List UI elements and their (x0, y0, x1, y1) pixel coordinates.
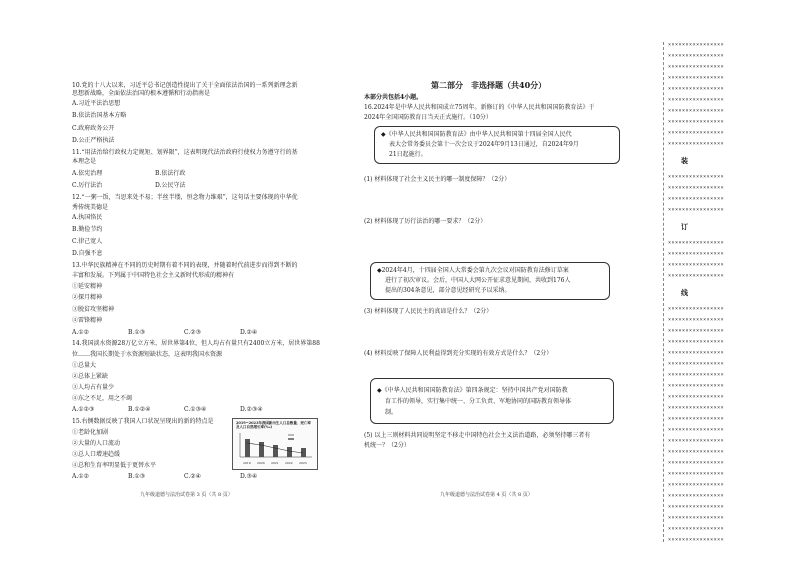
binding-cross-row: ×××××××××××××××× (668, 53, 725, 59)
q15-chart-year-2: 2020 (257, 461, 265, 465)
binding-cross-row: ×××××××××××××××× (668, 504, 725, 510)
q10-option-c: C.政府政务公开 (72, 125, 115, 132)
q14-option-d: D.②③④ (240, 406, 263, 413)
binding-cross-row: ×××××××××××××××× (668, 86, 725, 92)
q16-sub5-line1: (5) 以上三则材料共同说明坚定不移走中国特色社会主义法治道路，必须坚持哪三者有 (364, 432, 591, 439)
q16-sub5-line2: 机统一？（2分） (364, 442, 410, 449)
q15-option-a: A.①② (72, 473, 89, 480)
q11-stem-line1: 11.“用法治给行政权力定规矩、划界限”，这表明现代法治政府行使权力务遵守行的基 (72, 149, 298, 156)
binding-cross-row: ×××××××××××××××× (668, 42, 725, 48)
material-box-3 (370, 378, 614, 424)
q15-chart-year-1: 2019 (243, 461, 251, 465)
binding-cross-row: ×××××××××××××××× (668, 416, 725, 422)
box1-line3: 21日起施行。 (389, 151, 427, 158)
q10-option-a: A.习近平法治思想 (72, 100, 121, 107)
binding-cross-row: ×××××××××××××××× (668, 460, 725, 466)
binding-cross-row: ×××××××××××××××× (668, 328, 725, 334)
binding-cross-row: ×××××××××××××××× (668, 438, 725, 444)
binding-cross-row: ×××××××××××××××× (668, 515, 725, 521)
q16-sub3: (3) 材料体现了人民民主的真谛是什么？（2分） (364, 308, 493, 315)
binding-cross-row: ×××××××××××××××× (668, 240, 725, 246)
q12-option-a: A.执国恪民 (72, 214, 103, 221)
box1-line1: ◆《中华人民共和国国防教育法》由中华人民共和国第十四届全国人民代 (381, 131, 572, 138)
box2-line3: 提出的304条意见，部分意见经研究予以采纳。 (385, 287, 511, 294)
q13-item-4: ④雷锋精神 (72, 317, 103, 324)
q11-option-a: A.依宪治理 (72, 170, 103, 177)
box1-line2: 表大会常务委员会第十一次会议于2024年9月13日通过，自2024年9月 (389, 141, 579, 148)
binding-cross-row: ×××××××××××××××× (668, 64, 725, 70)
q13-option-c: C.②③ (184, 329, 202, 336)
q15-chart-year-5: 2023 (299, 461, 307, 465)
q13-option-a: A.①② (72, 329, 89, 336)
q15-chart-xaxis (238, 461, 316, 466)
binding-cross-row: ×××××××××××××××× (668, 339, 725, 345)
binding-cross-row: ×××××××××××××××× (668, 427, 725, 433)
q13-item-1: ①延安精神 (72, 283, 103, 290)
binding-cross-row: ×××××××××××××××× (668, 405, 725, 411)
q12-stem-line1: 12.“一粥一饭，当思来处不易；半丝半缕，恒念物力维艰”，这句话主要体现的中华优 (72, 194, 298, 201)
binding-cross-row: ×××××××××××××××× (668, 130, 725, 136)
q10-option-d: D.公正严格执法 (72, 137, 115, 144)
q13-item-2: ②探月精神 (72, 294, 103, 301)
q16-sub2: (2) 材料体现了厉行法治的哪一要求？（2分） (364, 218, 487, 225)
binding-cross-row: ×××××××××××××××× (668, 185, 725, 191)
q12-stem-line2: 秀传统美德是 (72, 204, 109, 211)
q12-option-c: C.律己宽人 (72, 238, 103, 245)
q14-option-c: C.①③④ (184, 406, 207, 413)
q13-option-b: B.①③ (128, 329, 146, 336)
box2-line2: 进行了初次审议。会后，中国人大网公开征求意见期间，共收到176人 (385, 277, 571, 284)
q14-option-a: A.①②③ (72, 406, 95, 413)
q15-option-b: B.①③ (128, 473, 146, 480)
material-box-1 (374, 126, 620, 164)
binding-char-zhuang: 装 (681, 156, 688, 165)
binding-dashed-line (663, 42, 664, 542)
q16-sub4: (4) 材料反映了保障人民利益得到充分实现的有效方式是什么？（2分） (364, 350, 553, 357)
binding-cross-row: ×××××××××××××××× (668, 108, 725, 114)
binding-cross-row: ×××××××××××××××× (668, 471, 725, 477)
q15-chart-year-4: 2022 (285, 461, 293, 465)
q15-option-c: C.②④ (184, 473, 202, 480)
q14-item-2: ②总体上紧缺 (72, 373, 109, 380)
binding-cross-row: ×××××××××××××××× (668, 372, 725, 378)
binding-char-ding: 订 (681, 222, 688, 231)
binding-cross-row: ×××××××××××××××× (668, 526, 725, 532)
q15-chart-plot (236, 431, 314, 461)
binding-cross-row: ×××××××××××××××× (668, 383, 725, 389)
binding-cross-row: ×××××××××××××××× (668, 119, 725, 125)
q10-option-b: B.依法治国基本方略 (72, 112, 127, 119)
binding-cross-row: ×××××××××××××××× (668, 273, 725, 279)
q11-option-b: B.依法行政 (155, 170, 186, 177)
q15-chart-figure (232, 418, 318, 470)
part2-title: 第二部分 非选择题（共40分） (431, 80, 547, 90)
q14-item-4: ④东之不足，用之不竭 (72, 395, 133, 402)
q13-option-d: D.②④ (240, 329, 258, 336)
binding-cross-row: ×××××××××××××××× (668, 97, 725, 103)
q15-item-4: ④总和生育率明显低于更替水平 (72, 462, 157, 469)
q15-chart-year-3: 2021 (271, 461, 279, 465)
right-page-footer: 九年级道德与法治试卷第 4 页（共 8 页） (440, 492, 533, 498)
q15-item-2: ②大量的人口流动 (72, 440, 121, 447)
binding-cross-row: ×××××××××××××××× (668, 251, 725, 257)
binding-cross-row: ×××××××××××××××× (668, 350, 725, 356)
q14-stem-line1: 14.我国淡水资源28万亿立方米，居世界第4位，但人均占有量只有2400立方米，居世界第88 (72, 340, 320, 347)
q14-item-1: ①总量大 (72, 362, 97, 369)
q12-option-b: B.勤俭节约 (72, 226, 103, 233)
binding-cross-row: ×××××××××××××××× (668, 449, 725, 455)
q13-item-3: ③脱贫攻坚精神 (72, 306, 115, 313)
box3-line1: ◆《中华人民共和国国防教育法》第四条规定：坚持中国共产党对国防教 (377, 387, 568, 394)
q16-stem-line1: 16.2024年是中华人民共和国成立75周年。新修订的《中华人民共和国国防教育法》于 (364, 104, 595, 111)
left-page (0, 0, 396, 561)
q11-option-d: D.公民守法 (155, 182, 186, 189)
q11-stem-line2: 本理念是 (72, 158, 97, 165)
q11-option-c: C.厉行法治 (72, 182, 103, 189)
q13-stem-line2: 丰富和发展。下列属于中国特色社会主义新时代形成的精神有 (72, 272, 235, 279)
binding-cross-row: ×××××××××××××××× (668, 174, 725, 180)
q14-item-3: ③人均占有量少 (72, 384, 115, 391)
binding-cross-row: ×××××××××××××××× (668, 196, 725, 202)
part2-subtitle: 本部分共包括4小题。 (364, 94, 423, 101)
q14-option-b: B.①②④ (128, 406, 151, 413)
binding-cross-row: ×××××××××××××××× (668, 493, 725, 499)
binding-cross-row: ×××××××××××××××× (668, 482, 725, 488)
binding-cross-row: ×××××××××××××××× (668, 361, 725, 367)
left-page-footer: 九年级道德与法治试卷第 3 页（共 8 页） (140, 492, 233, 498)
box3-line2: 育工作的领导，实行集中统一、分工负责、军地协同的国防教育领导体 (385, 398, 572, 405)
q15-option-d: D.③④ (240, 473, 258, 480)
binding-cross-row: ×××××××××××××××× (668, 141, 725, 147)
material-box-2 (370, 262, 610, 300)
q15-chart-title: 2019~2023年我国新出生人口总数量、死亡率及人口自然增长率(‰) (236, 421, 311, 429)
q15-stem: 15.右侧数据反映了我国人口状况呈现出的新的特点是 (72, 418, 214, 425)
q15-item-3: ③总人口增速趋缓 (72, 451, 121, 458)
q16-sub1: (1) 材料体现了社会主义民主的哪一制度保障？（2分） (364, 176, 511, 183)
binding-cross-row: ×××××××××××××××× (668, 537, 725, 543)
binding-cross-row: ×××××××××××××××× (668, 207, 725, 213)
binding-cross-row: ×××××××××××××××× (668, 75, 725, 81)
binding-cross-row: ×××××××××××××××× (668, 262, 725, 268)
q13-stem-line1: 13.中华民族精神在不同的历史时期有着不同的表现，并随着时代前进步而得到不断的 (72, 262, 298, 269)
binding-cross-row: ×××××××××××××××× (668, 306, 725, 312)
binding-cross-row: ×××××××××××××××× (668, 394, 725, 400)
q10-stem-line2: 思想新战略，全面依法治国的根本遵循和行动指南是 (72, 90, 211, 97)
q15-item-1: ①老龄化加剧 (72, 429, 109, 436)
q10-stem-line1: 10.党的十八大以来，习近平总书记创造性提出了关于全面依法治国的一系列新理念新 (72, 82, 298, 89)
binding-cross-row: ×××××××××××××××× (668, 317, 725, 323)
binding-char-xian: 线 (681, 288, 688, 297)
box2-line1: ◆2024年4月，十四届全国人大常委会第九次会议对国防教育法修订草案 (377, 267, 569, 274)
q12-option-d: D.自强不息 (72, 250, 103, 257)
q14-stem-line2: 位……我国长期处于水资源短缺状态，这表明我国水资源 (72, 351, 223, 358)
right-page (364, 0, 658, 561)
q16-stem-line2: 2024年全国国防教育日当天正式施行。（10分） (364, 114, 492, 121)
box3-line3: 制。 (385, 409, 398, 416)
